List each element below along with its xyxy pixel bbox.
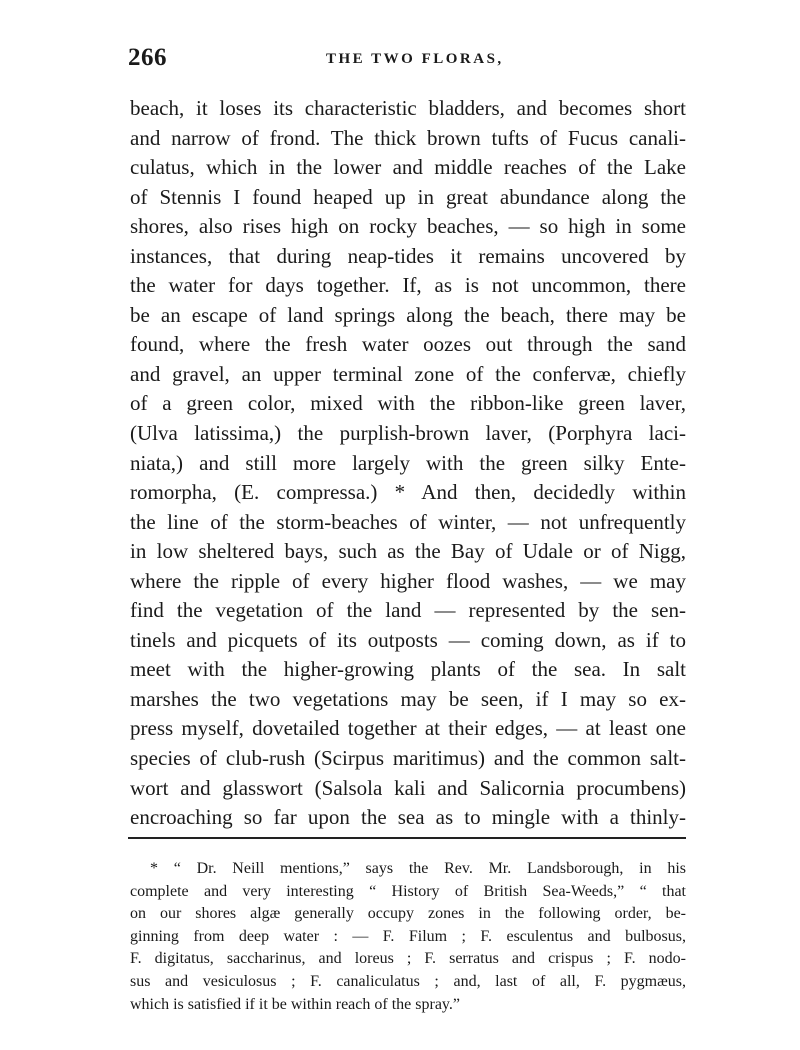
footnote-line: complete and very interesting “ History of British Sea-Weeds,” “ that xyxy=(130,882,686,900)
text-line: shores, also rises high on rocky beaches, — so high in some xyxy=(130,214,686,239)
text-line: of a green color, mixed with the ribbon-like green laver, xyxy=(130,391,686,416)
text-line: romorpha, (E. compressa.) * And then, decidedly within xyxy=(130,480,686,505)
text-line: find the vegetation of the land — represented by the sen- xyxy=(130,598,686,623)
text-line: meet with the higher-growing plants of the sea. In salt xyxy=(130,657,686,682)
footnote-divider xyxy=(128,837,686,839)
text-line: press myself, dovetailed together at their edges, — at least one xyxy=(130,716,686,741)
page-header xyxy=(128,44,688,76)
text-line: instances, that during neap-tides it remains uncovered by xyxy=(130,243,686,268)
text-line: and gravel, an upper terminal zone of the confervæ, chiefly xyxy=(130,361,686,386)
footnote-line: on our shores algæ generally occupy zones in the following order, be- xyxy=(130,905,686,923)
footnote-line: which is satisfied if it be within reach of the spray.” xyxy=(130,995,460,1013)
page-number: 266 xyxy=(128,44,167,71)
footnote-line: ginning from deep water : — F. Filum ; F. esculentus and bulbosus, xyxy=(130,927,686,945)
text-line: found, where the fresh water oozes out through the sand xyxy=(130,332,686,357)
text-line: be an escape of land springs along the beach, there may be xyxy=(130,302,686,327)
text-line: and narrow of frond. The thick brown tufts of Fucus canali- xyxy=(130,125,686,150)
text-line: tinels and picquets of its outposts — coming down, as if to xyxy=(130,627,686,652)
running-title: THE TWO FLORAS, xyxy=(326,51,504,67)
text-line: beach, it loses its characteristic bladders, and becomes short xyxy=(130,96,686,120)
footnote-line: F. digitatus, saccharinus, and loreus ; F. serratus and crispus ; F. nodo- xyxy=(130,950,686,968)
text-line: the water for days together. If, as is not uncommon, there xyxy=(130,273,686,298)
footnote-line: * “ Dr. Neill mentions,” says the Rev. Mr. Landsborough, in his xyxy=(150,860,686,877)
text-line: in low sheltered bays, such as the Bay of Udale or of Nigg, xyxy=(130,539,686,564)
text-line: culatus, which in the lower and middle reaches of the Lake xyxy=(130,155,686,180)
text-line: where the ripple of every higher flood washes, — we may xyxy=(130,568,686,593)
body-text xyxy=(130,94,686,833)
text-line: species of club-rush (Scirpus maritimus) and the common salt- xyxy=(130,746,686,771)
text-line: wort and glasswort (Salsola kali and Salicornia procumbens) xyxy=(130,775,686,800)
text-line: marshes the two vegetations may be seen, if I may so ex- xyxy=(130,686,686,711)
text-line: niata,) and still more largely with the green silky Ente- xyxy=(130,450,686,475)
footnote-line: sus and vesiculosus ; F. canaliculatus ; and, last of all, F. pygmæus, xyxy=(130,972,686,990)
text-line: of Stennis I found heaped up in great abundance along the xyxy=(130,184,686,209)
text-line: the line of the storm-beaches of winter, — not unfrequently xyxy=(130,509,686,534)
footnote xyxy=(130,858,686,1016)
text-line: (Ulva latissima,) the purplish-brown laver, (Porphyra laci- xyxy=(130,421,686,446)
text-line: encroaching so far upon the sea as to mingle with a thinly- xyxy=(130,805,686,830)
